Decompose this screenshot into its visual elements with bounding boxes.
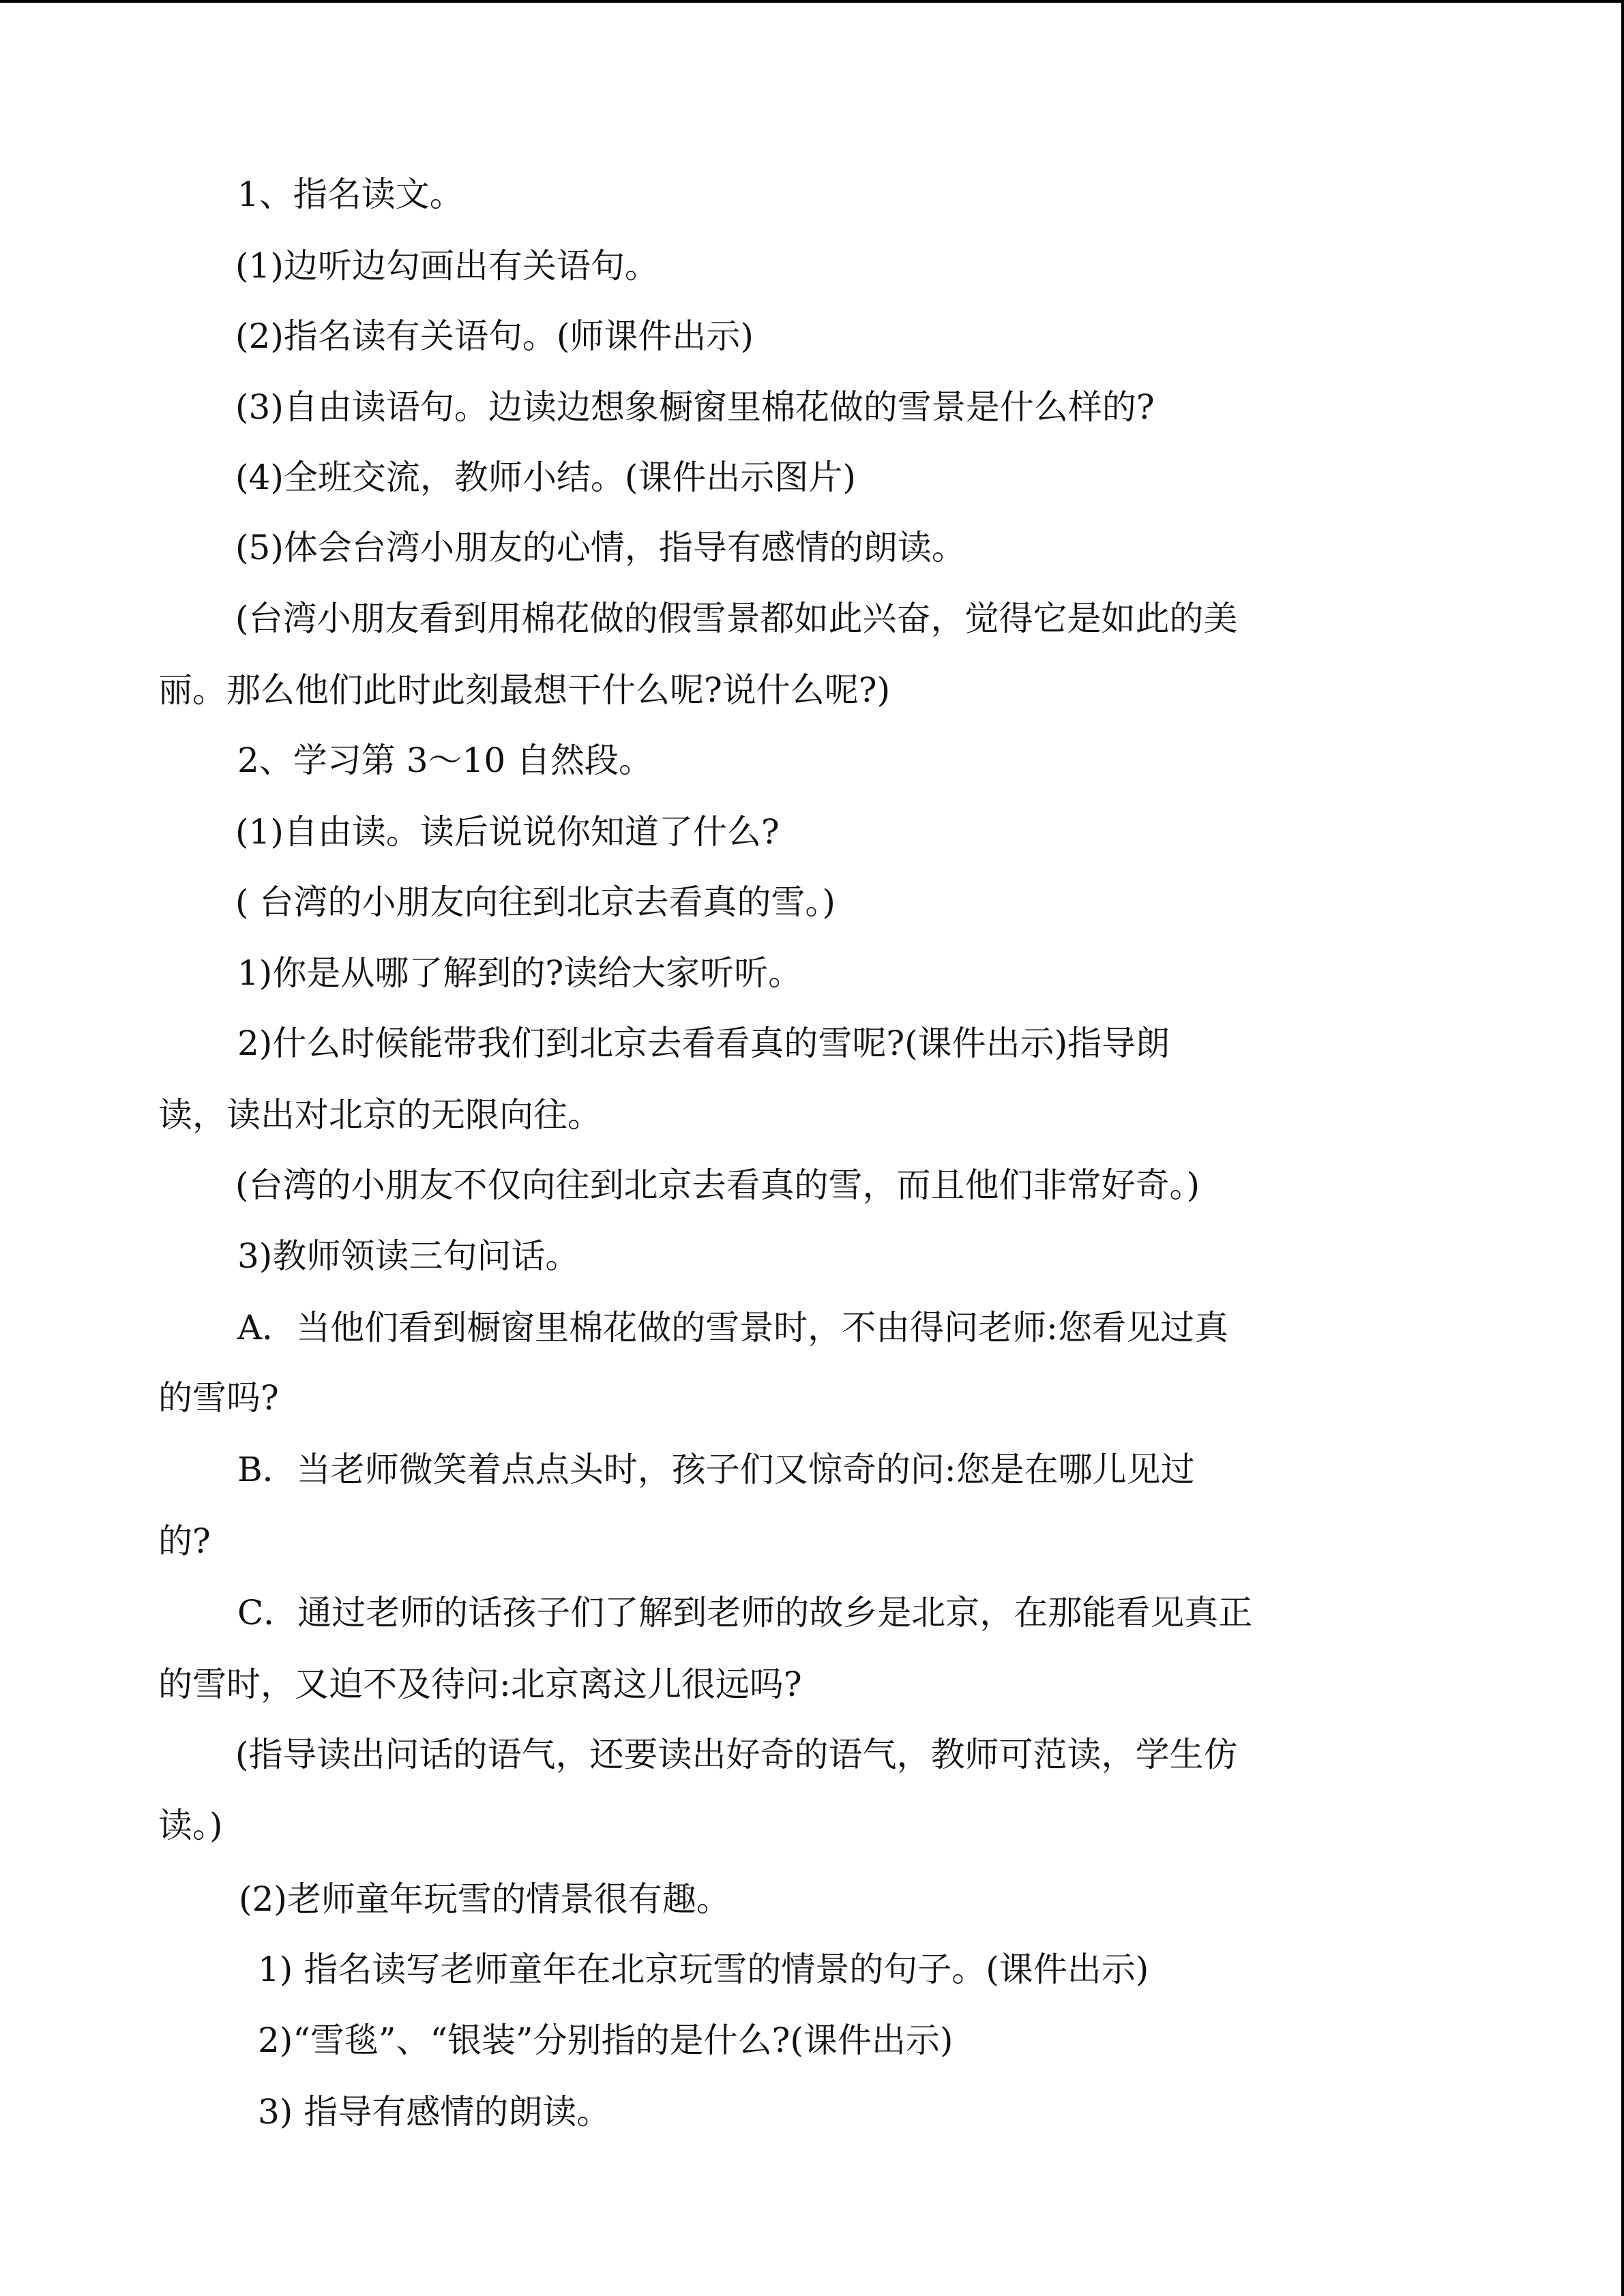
text-line: 2)什么时候能带我们到北京去看看真的雪呢?(课件出示)指导朗 xyxy=(237,1024,1170,1063)
text-line: A．当他们看到橱窗里棉花做的雪景时，不由得问老师:您看见过真 xyxy=(237,1308,1228,1347)
text-line: 丽。那么他们此时此刻最想干什么呢?说什么呢?) xyxy=(158,670,891,710)
text-line: (台湾的小朋友不仅向往到北京去看真的雪，而且他们非常好奇。) xyxy=(235,1165,1200,1205)
text-line: 的雪时，又迫不及待问:北京离这儿很远吗? xyxy=(158,1665,802,1704)
text-line: 读。) xyxy=(158,1806,223,1845)
text-line: 3) 指导有感情的朗读。 xyxy=(258,2092,611,2132)
page-border-top xyxy=(0,0,1624,3)
page-border-right xyxy=(1621,0,1624,2296)
text-line: 读，读出对北京的无限向往。 xyxy=(158,1095,602,1135)
text-line: (指导读出问话的语气，还要读出好奇的语气，教师可范读，学生仿 xyxy=(235,1735,1238,1774)
text-line: 的雪吗? xyxy=(158,1378,279,1418)
text-line: 1)你是从哪了解到的?读给大家听听。 xyxy=(237,953,803,993)
text-line: ( 台湾的小朋友向往到北京去看真的雪。) xyxy=(235,882,836,922)
text-line: (1)边听边勾画出有关语句。 xyxy=(235,246,659,286)
text-line: 2)“雪毯”、“银装”分别指的是什么?(课件出示) xyxy=(258,2021,954,2060)
text-line: (4)全班交流，教师小结。(课件出示图片) xyxy=(235,458,856,497)
text-line: (2)指名读有关语句。(师课件出示) xyxy=(235,316,754,356)
text-line: (台湾小朋友看到用棉花做的假雪景都如此兴奋，觉得它是如此的美 xyxy=(235,599,1238,638)
text-line: 3)教师领读三句问话。 xyxy=(237,1236,580,1276)
text-line: C．通过老师的话孩子们了解到老师的故乡是北京，在那能看见真正 xyxy=(237,1593,1253,1632)
text-line: 1、指名读文。 xyxy=(237,175,464,214)
text-line: 1) 指名读写老师童年在北京玩雪的情景的句子。(课件出示) xyxy=(258,1950,1149,1989)
text-line: (1)自由读。读后说说你知道了什么? xyxy=(235,812,780,852)
text-line: (2)老师童年玩雪的情景很有趣。 xyxy=(239,1879,730,1919)
text-line: (3)自由读语句。边读边想象橱窗里棉花做的雪景是什么样的? xyxy=(235,387,1155,427)
text-line: 2、学习第 3～10 自然段。 xyxy=(237,741,653,780)
text-line: B．当老师微笑着点点头时，孩子们又惊奇的问:您是在哪儿见过 xyxy=(237,1450,1195,1489)
text-line: 的? xyxy=(158,1521,211,1561)
text-line: (5)体会台湾小朋友的心情，指导有感情的朗读。 xyxy=(235,528,966,567)
